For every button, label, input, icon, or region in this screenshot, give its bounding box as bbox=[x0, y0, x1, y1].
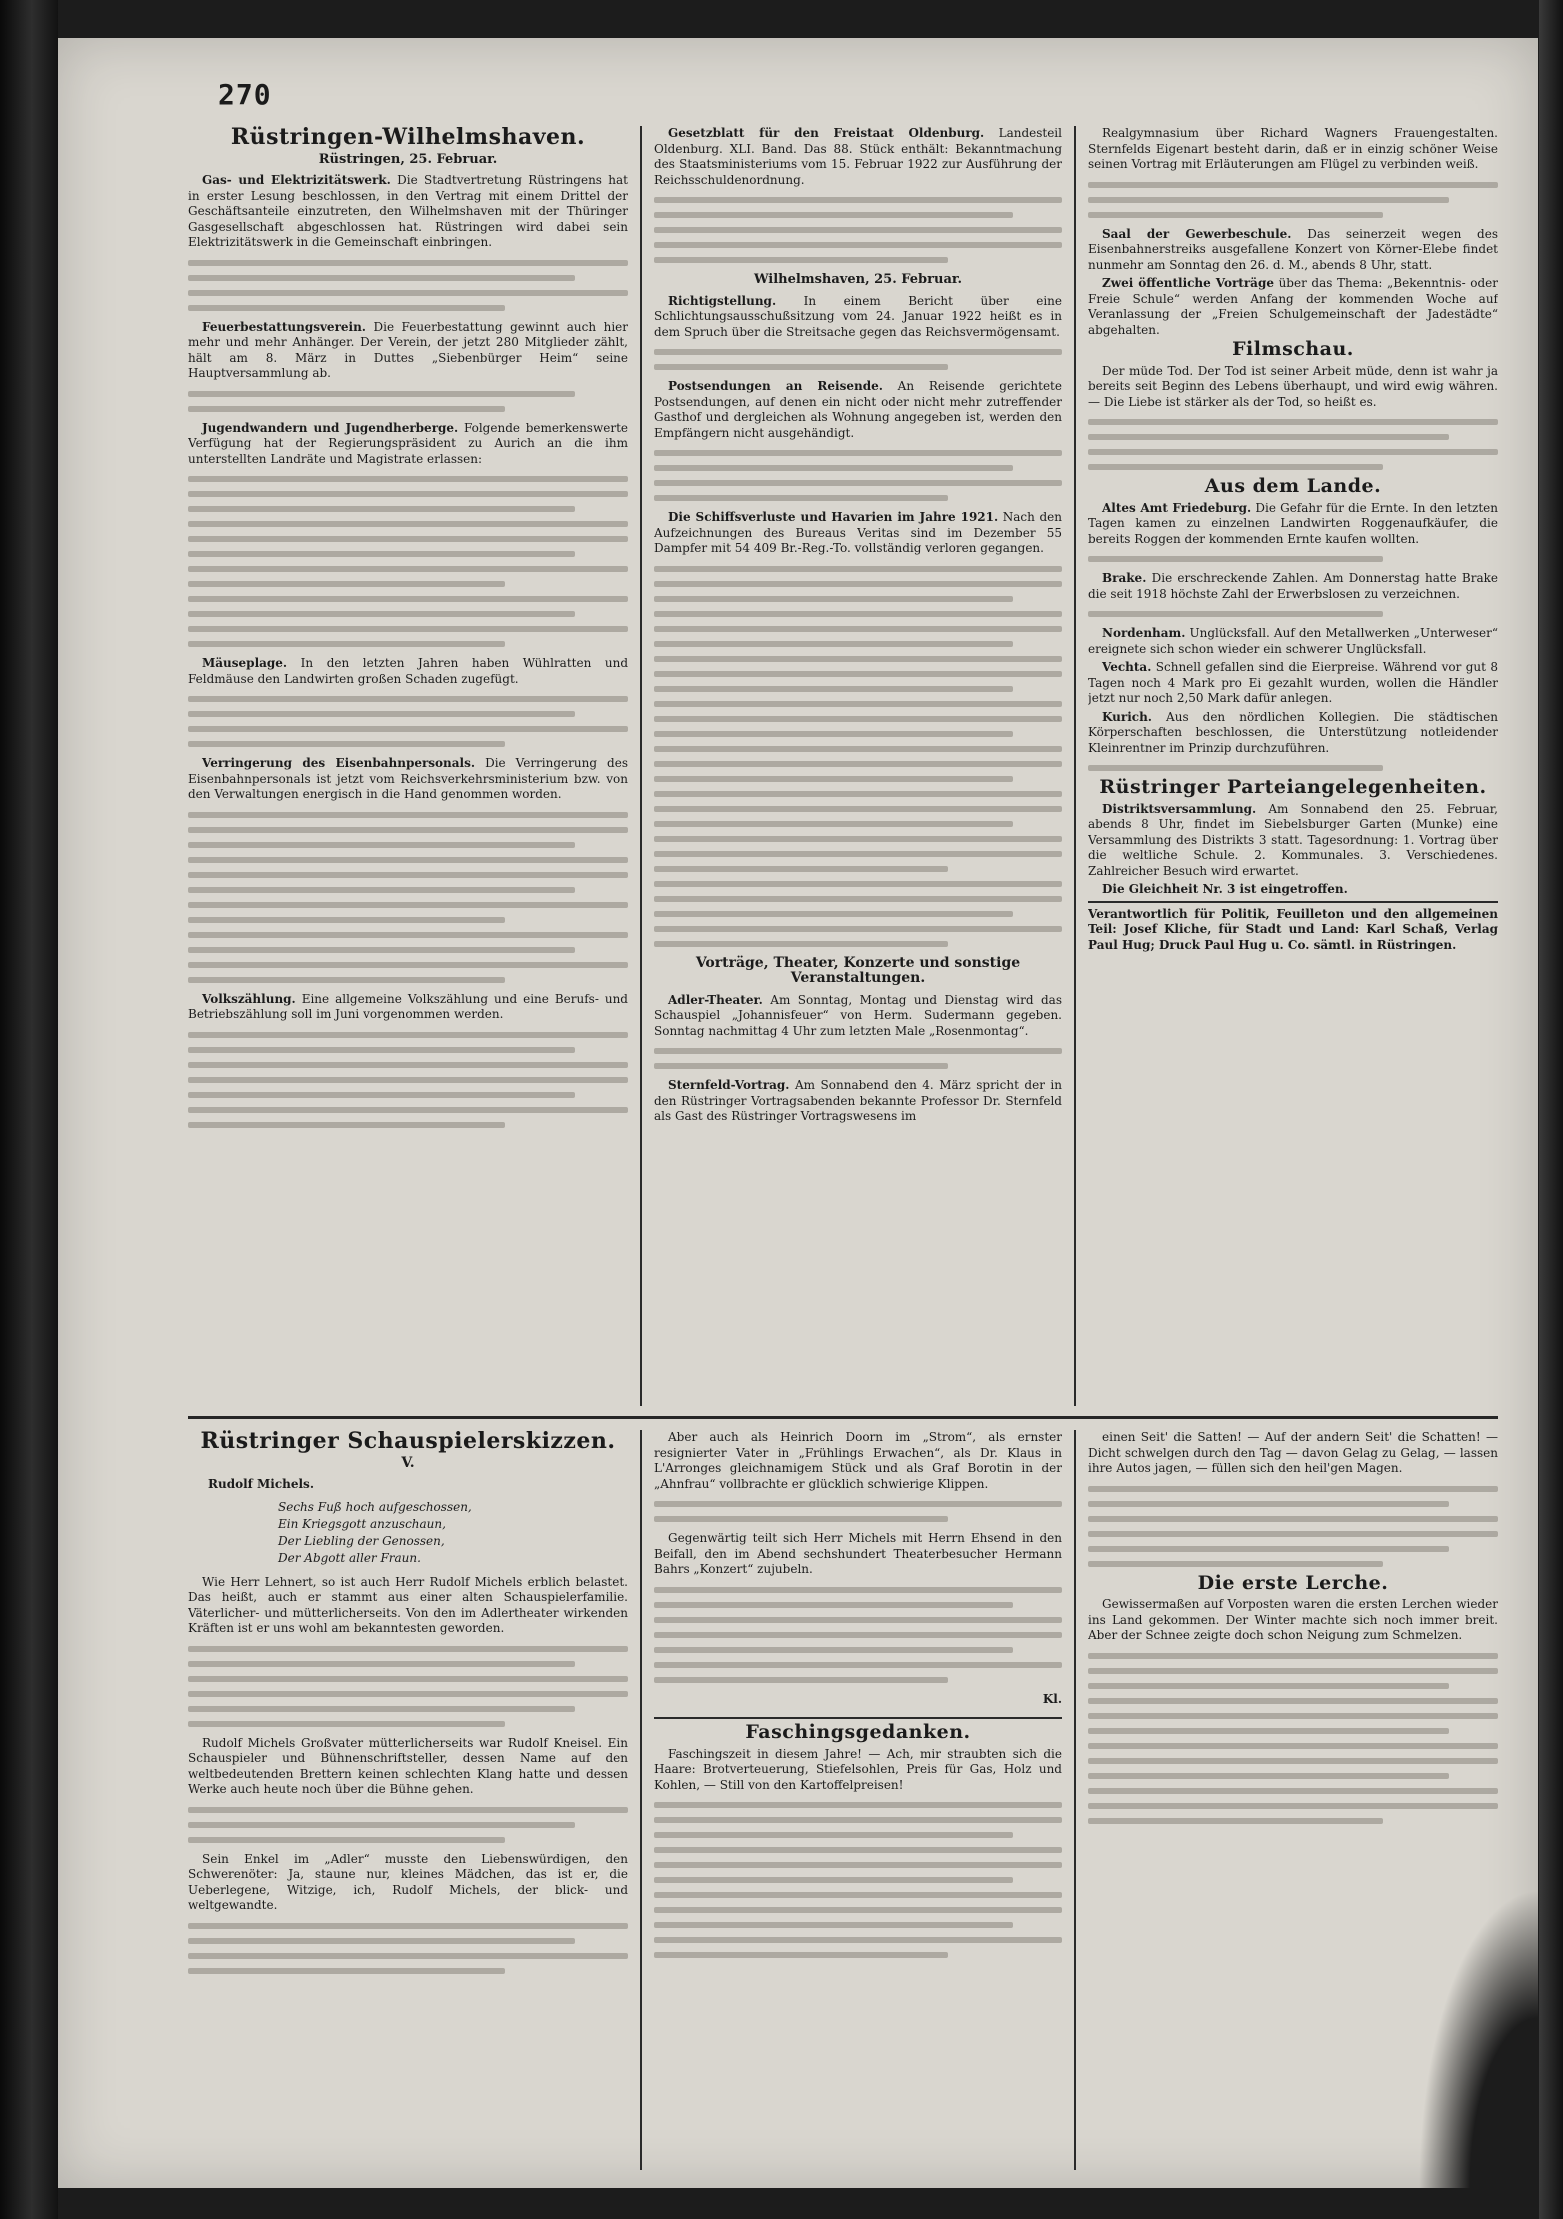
article-item bbox=[1088, 882, 1498, 898]
illegible-text bbox=[654, 1952, 948, 1958]
section-headline: Rüstringen-Wilhelmshaven. bbox=[230, 126, 586, 150]
item-title: Mäuseplage. bbox=[202, 656, 288, 670]
article-item bbox=[188, 173, 628, 251]
illegible-text bbox=[654, 1063, 948, 1069]
illegible-text bbox=[654, 1617, 1062, 1623]
illegible-text bbox=[1088, 1668, 1498, 1674]
illegible-text bbox=[188, 887, 575, 893]
item-title: Postsendungen an Reisende. bbox=[668, 379, 883, 393]
article-paragraph: einen Seit' die Satten! — Auf der andern Seit' die Schatten! — Dicht schwelgen durch den Tag — davon Gelag zu Gelag, — lassen ihre Autos jagen, — füllen sich den heil'gen Magen. bbox=[1088, 1430, 1498, 1475]
item-text: Landesteil Oldenburg. XLI. Band. Das 88. Stück enthält: Bekanntmachung des Staatsministeriums vom 15. Februar 1922 zur Ausführung der Reichsschuldenordnung. bbox=[654, 126, 1062, 187]
illegible-text bbox=[654, 197, 1062, 203]
illegible-text bbox=[188, 726, 628, 732]
article-item bbox=[654, 126, 1062, 188]
feuilleton-left bbox=[188, 1430, 628, 2170]
illegible-text bbox=[188, 581, 505, 587]
item-text: Nach den Aufzeichnungen des Bureaus Veritas sind im Dezember 55 Dampfer mit 54 409 Br.-Reg.-To. vollständig verloren gegangen. bbox=[654, 510, 1062, 555]
item-title: Feuerbestattungsverein. bbox=[202, 319, 366, 334]
illegible-text bbox=[188, 1107, 628, 1113]
illegible-text bbox=[188, 1077, 628, 1083]
column-3 bbox=[1088, 126, 1498, 1396]
illegible-text bbox=[188, 842, 575, 848]
column-rule bbox=[1074, 1430, 1076, 2170]
illegible-text bbox=[654, 731, 1013, 737]
article-paragraph: Faschingszeit in diesem Jahre! — Ach, mir straubten sich die Haare: Brotverteuerung, Stiefelsohlen, Preis für Gas, Holz und Kohlen, — Still von den Kartoffelpreisen! bbox=[654, 1746, 1062, 1792]
illegible-text bbox=[188, 260, 628, 266]
page-number: 270 bbox=[218, 78, 272, 111]
illegible-text bbox=[654, 851, 1062, 857]
illegible-text bbox=[654, 656, 1062, 662]
article-item bbox=[654, 1078, 1062, 1125]
article-item bbox=[1088, 626, 1498, 657]
illegible-text bbox=[1088, 1743, 1498, 1749]
newspaper-page bbox=[58, 38, 1538, 2188]
illegible-text bbox=[188, 947, 575, 953]
column-rule bbox=[640, 126, 642, 1406]
illegible-text bbox=[188, 711, 575, 717]
illegible-text bbox=[188, 551, 575, 557]
illegible-text bbox=[654, 1662, 1062, 1668]
illegible-text bbox=[1088, 1803, 1498, 1809]
item-title: Die Schiffsverluste und Havarien im Jahre 1921. bbox=[668, 510, 999, 524]
poem-line: Sechs Fuß hoch aufgeschossen, bbox=[278, 1499, 472, 1514]
illegible-text bbox=[188, 506, 575, 512]
poem bbox=[278, 1499, 628, 1567]
illegible-text bbox=[188, 536, 628, 542]
poem-line: Ein Kriegsgott anzuschaun, bbox=[278, 1516, 446, 1531]
illegible-text bbox=[654, 611, 1062, 617]
illegible-text bbox=[188, 977, 505, 983]
poem-line: Der Liebling der Genossen, bbox=[278, 1533, 445, 1548]
section-headline-erste-lerche: Die erste Lerche. bbox=[1197, 1571, 1389, 1594]
item-text: Aus den nördlichen Kollegien. Die städtischen Körperschaften beschlossen, die Unterstützung notleidender Kleinrentner im Prinzip durchzuführen. bbox=[1088, 709, 1498, 755]
illegible-text bbox=[188, 1938, 575, 1944]
article-item bbox=[1088, 571, 1498, 602]
illegible-text bbox=[188, 1646, 628, 1652]
column-1 bbox=[188, 126, 628, 1396]
illegible-text bbox=[188, 1676, 628, 1682]
illegible-text bbox=[1088, 765, 1383, 771]
column-rule bbox=[640, 1430, 642, 2170]
article-paragraph: Rudolf Michels Großvater mütterlicherseits war Rudolf Kneisel. Ein Schauspieler und Bühnenschriftsteller, dessen Name auf den weltbedeutenden Brettern keinen schlechten Klang hatte und dessen Werke auch heute noch über die Bühne gehen. bbox=[188, 1735, 628, 1796]
illegible-text bbox=[654, 242, 1062, 248]
article-separator bbox=[654, 1717, 1062, 1719]
item-text: In einem Bericht über eine Schlichtungsausschußsitzung vom 24. Januar 1922 heißt es in dem Spruch über die Streitsache gegen das Reichsvermögensamt. bbox=[654, 293, 1062, 339]
torn-corner bbox=[1418, 1888, 1538, 2188]
illegible-text bbox=[1088, 1698, 1498, 1704]
section-headline-filmschau: Filmschau. bbox=[1232, 338, 1354, 360]
column-rule bbox=[1074, 126, 1076, 1406]
item-title: Verringerung des Eisenbahnpersonals. bbox=[202, 756, 476, 770]
item-text: Die Feuerbestattung gewinnt auch hier mehr und mehr Anhänger. Der Verein, der jetzt 280 Mitglieder zählt, hält am 8. März in Duttes „Siebenbürger Heim“ seine Hauptversammlung ab. bbox=[188, 319, 628, 380]
illegible-text bbox=[654, 1587, 1062, 1593]
imprint: Verantwortlich für Politik, Feuilleton und den allgemeinen Teil: Josef Kliche, für Stadt und Land: Karl Schaß, Verlag Paul Hug; Druck Paul Hug u. Co. sämtl. in Rüstringen. bbox=[1088, 901, 1498, 954]
feuilleton-subject: Rudolf Michels. bbox=[208, 1477, 314, 1491]
illegible-text bbox=[188, 275, 575, 281]
dateline: Rüstringen, 25. Februar. bbox=[318, 151, 498, 167]
illegible-text bbox=[188, 1721, 505, 1727]
illegible-text bbox=[188, 1032, 628, 1038]
illegible-text bbox=[188, 491, 628, 497]
illegible-text bbox=[654, 1832, 1013, 1838]
illegible-text bbox=[654, 881, 1062, 887]
illegible-text bbox=[1088, 1653, 1498, 1659]
illegible-text bbox=[654, 257, 948, 263]
illegible-text bbox=[654, 480, 1062, 486]
illegible-text bbox=[654, 866, 948, 872]
article-item bbox=[188, 756, 628, 803]
article-item bbox=[188, 992, 628, 1023]
illegible-text bbox=[654, 791, 1062, 797]
illegible-text bbox=[1088, 212, 1383, 218]
illegible-text bbox=[1088, 1486, 1498, 1492]
illegible-text bbox=[654, 836, 1062, 842]
illegible-text bbox=[188, 741, 505, 747]
illegible-text bbox=[654, 806, 1062, 812]
illegible-text bbox=[654, 1907, 1062, 1913]
illegible-text bbox=[188, 962, 628, 968]
article-item bbox=[654, 993, 1062, 1040]
article-paragraph: Gegenwärtig teilt sich Herr Michels mit Herrn Ehsend in den Beifall, den im Abend sechshundert Theaterbesucher Hermann Bahrs „Konzert“ zujubeln. bbox=[654, 1531, 1062, 1576]
illegible-text bbox=[188, 1706, 575, 1712]
article-item bbox=[1088, 660, 1498, 707]
illegible-text bbox=[1088, 1531, 1498, 1537]
illegible-text bbox=[1088, 611, 1383, 617]
item-title: Gas- und Elektrizitätswerk. bbox=[202, 173, 391, 187]
section-headline-parteiangelegenheiten: Rüstringer Parteiangelegenheiten. bbox=[1099, 776, 1487, 798]
illegible-text bbox=[654, 566, 1062, 572]
column-2 bbox=[654, 126, 1062, 1396]
illegible-text bbox=[654, 1501, 1062, 1507]
article-item bbox=[1088, 227, 1498, 274]
poem-line: Der Abgott aller Fraun. bbox=[278, 1550, 421, 1565]
right-scan-edge bbox=[1539, 0, 1563, 2219]
illegible-text bbox=[654, 1048, 1062, 1054]
illegible-text bbox=[654, 581, 1062, 587]
illegible-text bbox=[188, 521, 628, 527]
illegible-text bbox=[1088, 1561, 1383, 1567]
feuilleton-headline: Rüstringer Schauspielerskizzen. bbox=[200, 1430, 616, 1454]
article-item bbox=[654, 379, 1062, 441]
item-text: Die erschreckende Zahlen. Am Donnerstag hatte Brake die seit 1918 höchste Zahl der Erwerbslosen zu verzeichnen. bbox=[1088, 571, 1498, 601]
illegible-text bbox=[1088, 1788, 1498, 1794]
illegible-text bbox=[654, 776, 1013, 782]
illegible-text bbox=[1088, 1758, 1498, 1764]
illegible-text bbox=[1088, 182, 1498, 188]
illegible-text bbox=[654, 465, 1013, 471]
illegible-text bbox=[654, 626, 1062, 632]
illegible-text bbox=[188, 391, 575, 397]
book-binding-edge bbox=[0, 0, 58, 2219]
illegible-text bbox=[654, 1647, 1013, 1653]
illegible-text bbox=[654, 821, 1013, 827]
poem-headline: Faschingsgedanken. bbox=[745, 1721, 971, 1743]
article-paragraph: Sein Enkel im „Adler“ musste den Liebenswürdigen, den Schwerenöter: Ja, staune nur, kleines Mädchen, das ist er, die Ueberlegene, Witzige, ich, Rudolf Michels, der blick- und weltgewandte. bbox=[188, 1851, 628, 1912]
article-paragraph: Gewissermaßen auf Vorposten waren die ersten Lerchen wieder ins Land gekommen. Der Winter machte sich noch immer breit. Aber der Schnee zeigte doch schon Neigung zum Schmelzen. bbox=[1088, 1597, 1498, 1642]
illegible-text bbox=[188, 917, 505, 923]
illegible-text bbox=[188, 1092, 575, 1098]
illegible-text bbox=[654, 1877, 1013, 1883]
section-subheading: Vorträge, Theater, Konzerte und sonstige Veranstaltungen. bbox=[695, 954, 1021, 986]
item-title: Altes Amt Friedeburg. bbox=[1102, 500, 1252, 515]
article-item bbox=[654, 510, 1062, 557]
illegible-text bbox=[654, 911, 1013, 917]
illegible-text bbox=[188, 1122, 505, 1128]
item-text: In den letzten Jahren haben Wühlratten und Feldmäuse den Landwirten großen Schaden zugefügt. bbox=[188, 656, 628, 686]
item-text: über das Thema: „Bekenntnis- oder Freie Schule“ werden Anfang der kommenden Woche auf Veranlassung der „Freien Schulgemeinschaft der Jadestädte“ abgehalten. bbox=[1088, 276, 1498, 337]
illegible-text bbox=[1088, 1546, 1449, 1552]
illegible-text bbox=[654, 212, 1013, 218]
illegible-text bbox=[1088, 449, 1498, 455]
illegible-text bbox=[654, 641, 1013, 647]
illegible-text bbox=[188, 1953, 628, 1959]
illegible-text bbox=[188, 290, 628, 296]
illegible-text bbox=[188, 626, 628, 632]
illegible-text bbox=[188, 305, 505, 311]
item-title: Saal der Gewerbeschule. bbox=[1102, 226, 1292, 241]
item-title: Jugendwandern und Jugendherberge. bbox=[202, 420, 459, 435]
item-text: Schnell gefallen sind die Eierpreise. Während vor gut 8 Tagen noch 4 Mark pro Ei gezahlt wurden, wollen die Händler jetzt nur noch 2,50 Mark dafür anlegen. bbox=[1088, 660, 1498, 705]
illegible-text bbox=[188, 641, 505, 647]
illegible-text bbox=[654, 1862, 1062, 1868]
illegible-text bbox=[188, 1968, 505, 1974]
illegible-text bbox=[654, 1922, 1013, 1928]
item-title: Gesetzblatt für den Freistaat Oldenburg. bbox=[668, 126, 985, 140]
illegible-text bbox=[1088, 1501, 1449, 1507]
illegible-text bbox=[654, 1602, 1013, 1608]
illegible-text bbox=[654, 349, 1062, 355]
illegible-text bbox=[1088, 464, 1383, 470]
illegible-text bbox=[188, 696, 628, 702]
item-text: Unglücksfall. Auf den Metallwerken „Unterweser“ ereignete sich schon wieder ein schwerer Unglücksfall. bbox=[1088, 626, 1498, 656]
item-text: Am Sonnabend den 25. Februar, abends 8 Uhr, findet im Siebelsburger Garten (Munke) eine Versammlung des Distrikts 3 statt. Tagesordnung: 1. Vortrag über die weltliche Schule. 2. Kommunales. 3. Verschiedenes. Zahlreicher Besuch wird erwartet. bbox=[1088, 801, 1498, 878]
item-title: Nordenham. bbox=[1102, 626, 1186, 640]
article-item bbox=[188, 656, 628, 687]
article-item bbox=[1088, 710, 1498, 757]
illegible-text bbox=[1088, 197, 1449, 203]
item-title: Distriktsversammlung. bbox=[1102, 801, 1257, 816]
illegible-text bbox=[188, 611, 575, 617]
article-paragraph: Aber auch als Heinrich Doorn im „Strom“, als ernster resignierter Vater in „Frühlings Erwachen“, als Dr. Klaus in L'Arronges gleichnamigem Stück und als Graf Borotin in der „Ahnfrau“ vollbrachte er glücklich schwierige Klippen. bbox=[654, 1430, 1062, 1491]
item-text: Das seinerzeit wegen des Eisenbahnerstreiks ausgefallene Konzert von Körner-Elebe findet nunmehr am Sonntag den 26. d. M., abends 8 Uhr, statt. bbox=[1088, 226, 1498, 272]
illegible-text bbox=[654, 1632, 1062, 1638]
item-title: Zwei öffentliche Vorträge bbox=[1102, 276, 1274, 290]
illegible-text bbox=[654, 761, 1062, 767]
illegible-text bbox=[654, 1817, 1062, 1823]
illegible-text bbox=[654, 686, 1013, 692]
illegible-text bbox=[188, 476, 628, 482]
illegible-text bbox=[654, 701, 1062, 707]
illegible-text bbox=[188, 1691, 628, 1697]
article-item bbox=[654, 294, 1062, 341]
item-title: Vechta. bbox=[1102, 660, 1152, 674]
item-text: Folgende bemerkenswerte Verfügung hat der Regierungspräsident zu Aurich an die ihm unterstellten Landräte und Magistrate erlassen: bbox=[188, 420, 628, 466]
article-item bbox=[1088, 126, 1498, 173]
illegible-text bbox=[654, 1802, 1062, 1808]
illegible-text bbox=[1088, 419, 1498, 425]
illegible-text bbox=[654, 671, 1062, 677]
illegible-text bbox=[188, 1661, 575, 1667]
illegible-text bbox=[654, 364, 948, 370]
illegible-text bbox=[654, 926, 1062, 932]
illegible-text bbox=[654, 450, 1062, 456]
article-paragraph: Wie Herr Lehnert, so ist auch Herr Rudolf Michels erblich belastet. Das heißt, auch er stammt aus einer alten Schauspielerfamilie. Väterlicher- und mütterlicherseits. Von den im Adlertheater wirkenden Kräften ist er uns wohl am bekanntesten geworden. bbox=[188, 1574, 628, 1635]
item-title: Adler-Theater. bbox=[668, 992, 763, 1007]
item-text: Die Gefahr für die Ernte. In den letzten Tagen kamen zu einzelnen Landwirten Roggenaufkäufer, die bereits Roggen der kommenden Ernte kaufen wollten. bbox=[1088, 500, 1498, 546]
illegible-text bbox=[188, 902, 628, 908]
illegible-text bbox=[188, 1923, 628, 1929]
illegible-text bbox=[654, 941, 948, 947]
article-item bbox=[1088, 364, 1498, 411]
item-text: Am Sonntag, Montag und Dienstag wird das Schauspiel „Johannisfeuer“ von Herm. Sudermann gegeben. Sonntag nachmittag 4 Uhr zum letzten Male „Rosenmontag“. bbox=[654, 992, 1062, 1038]
item-title: Brake. bbox=[1102, 571, 1147, 585]
illegible-text bbox=[188, 812, 628, 818]
article-item bbox=[1088, 276, 1498, 338]
article-item bbox=[1088, 802, 1498, 880]
item-text: Die Stadtvertretung Rüstringens hat in erster Lesung beschlossen, in den Vertrag mit einem Drittel der Geschäftsanteile einzutreten, den Wilhelmshaven mit der Thüringer Gasgesellschaft abgeschlossen hat. Rüstringen wird dabei sein Elektrizitätswerk in die Gemeinschaft einbringen. bbox=[188, 173, 628, 249]
illegible-text bbox=[1088, 1516, 1498, 1522]
illegible-text bbox=[188, 1822, 575, 1828]
section-headline-aus-dem-lande: Aus dem Lande. bbox=[1204, 475, 1382, 497]
illegible-text bbox=[1088, 1683, 1449, 1689]
illegible-text bbox=[188, 1047, 575, 1053]
illegible-text bbox=[188, 827, 628, 833]
item-text: Am Sonnabend den 4. März spricht der in den Rüstringer Vortragsabenden bekannte Professor Dr. Sternfeld als Gast des Rüstringer Vortragswesens im bbox=[654, 1078, 1062, 1123]
illegible-text bbox=[1088, 556, 1383, 562]
illegible-text bbox=[654, 227, 1062, 233]
illegible-text bbox=[188, 1062, 628, 1068]
item-text: Die Verringerung des Eisenbahnpersonals ist jetzt vom Reichsverkehrsministerium bzw. von den Verwaltungen energisch in die Hand genommen worden. bbox=[188, 756, 628, 801]
illegible-text bbox=[1088, 1818, 1383, 1824]
illegible-text bbox=[1088, 434, 1449, 440]
item-text: Realgymnasium über Richard Wagners Frauengestalten. Sternfelds Eigenart besteht darin, daß er in einzig schöner Weise seinen Vortrag mit Erläuterungen am Flügel zu verbinden weiß. bbox=[1088, 126, 1498, 171]
feuilleton-numeral: V. bbox=[401, 1454, 415, 1471]
item-text: An Reisende gerichtete Postsendungen, auf denen ein nicht oder nicht mehr zutreffender Gasthof und dergleichen als Wohnung angegeben ist, werden den Empfängern nicht ausgehändigt. bbox=[654, 379, 1062, 440]
illegible-text bbox=[188, 1837, 505, 1843]
illegible-text bbox=[188, 596, 628, 602]
illegible-text bbox=[654, 746, 1062, 752]
illegible-text bbox=[1088, 1713, 1498, 1719]
illegible-text bbox=[1088, 1728, 1449, 1734]
illegible-text bbox=[1088, 1773, 1449, 1779]
illegible-text bbox=[188, 1807, 628, 1813]
article-item bbox=[188, 320, 628, 382]
illegible-text bbox=[654, 1847, 1062, 1853]
item-text: Der müde Tod. Der Tod ist seiner Arbeit müde, denn ist wahr ja bereits seit Beginn des Lebens überhaupt, und wird ewig währen. — Die Liebe ist stärker als der Tod, so heißt es. bbox=[1088, 363, 1498, 409]
feuilleton-middle bbox=[654, 1430, 1062, 2170]
illegible-text bbox=[654, 1677, 948, 1683]
illegible-text bbox=[188, 406, 505, 412]
illegible-text bbox=[654, 1516, 948, 1522]
illegible-text bbox=[654, 1937, 1062, 1943]
item-title: Volkszählung. bbox=[202, 991, 296, 1006]
item-title: Kurich. bbox=[1102, 709, 1152, 724]
illegible-text bbox=[188, 872, 628, 878]
section-separator bbox=[188, 1416, 1498, 1419]
illegible-text bbox=[188, 566, 628, 572]
illegible-text bbox=[188, 932, 628, 938]
illegible-text bbox=[654, 716, 1062, 722]
dateline: Wilhelmshaven, 25. Februar. bbox=[753, 272, 963, 287]
item-text: Eine allgemeine Volkszählung und eine Berufs- und Betriebszählung soll im Juni vorgenommen werden. bbox=[188, 991, 628, 1021]
signature: Kl. bbox=[1042, 1691, 1062, 1706]
illegible-text bbox=[654, 596, 1013, 602]
article-item bbox=[1088, 501, 1498, 548]
item-title: Richtigstellung. bbox=[668, 293, 777, 308]
illegible-text bbox=[654, 495, 948, 501]
illegible-text bbox=[654, 896, 1062, 902]
article-item bbox=[188, 421, 628, 468]
illegible-text bbox=[654, 1892, 1062, 1898]
item-title: Sternfeld-Vortrag. bbox=[668, 1078, 790, 1092]
item-text: Die Gleichheit Nr. 3 ist eingetroffen. bbox=[1102, 882, 1348, 896]
illegible-text bbox=[188, 857, 628, 863]
